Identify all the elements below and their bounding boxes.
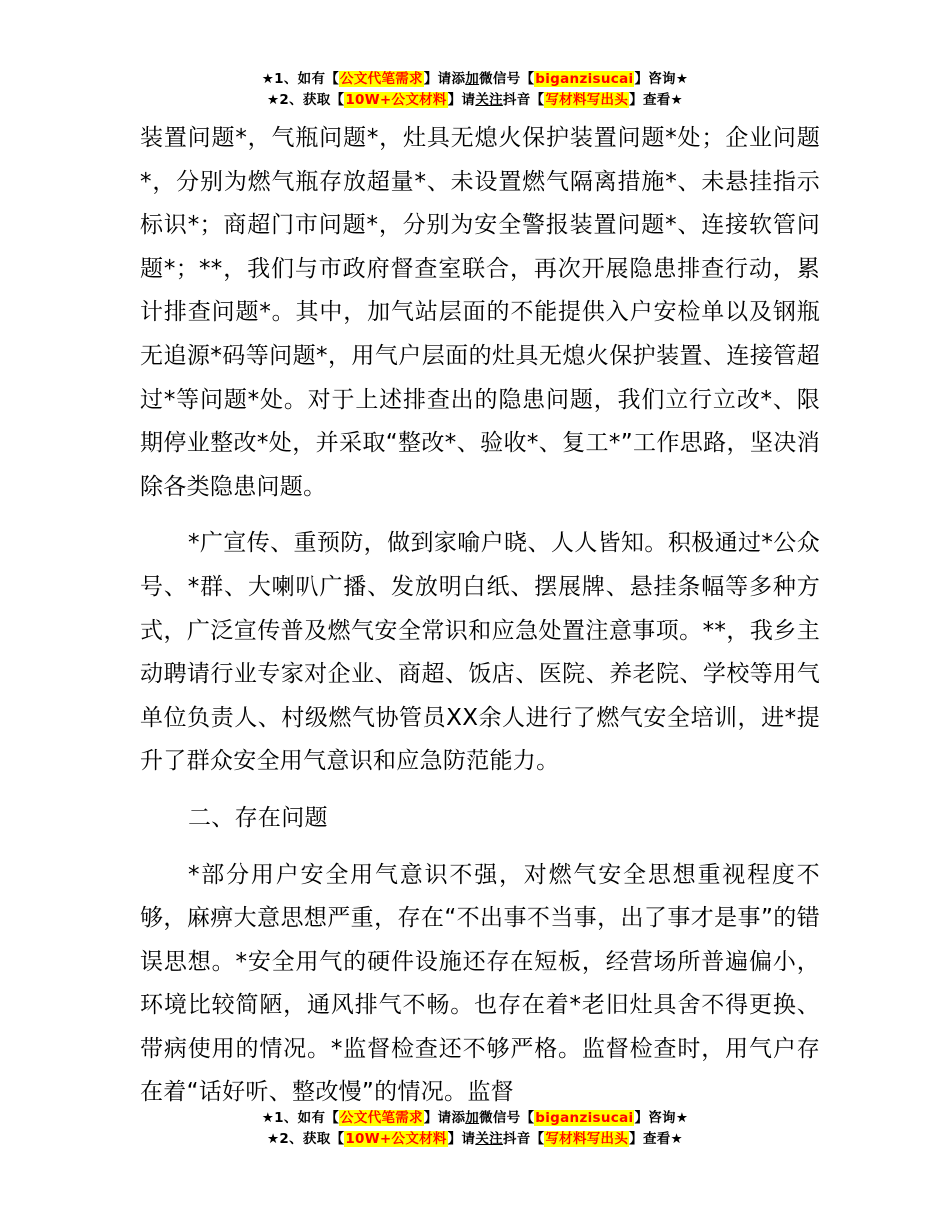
banner-text: 】请 [447, 1131, 476, 1147]
paragraph: *广宣传、重预防，做到家喻户晓、人人皆知。积极通过*公众号、*群、大喇叭广播、发放明白纸、摆展牌、悬挂条幅等多种方式，广泛宣传普及燃气安全常识和应急处置注意事项。**，我乡主动聘请行业专家对企业、商超、饭店、医院、养老院、学校等用气单位负责人、村级燃气协管员XX余人进行了燃气安全培训，进*提升了群众安全用气意识和应急防范能力。 [140, 530, 820, 775]
banner-highlight: 写材料写出头 [545, 92, 629, 108]
banner-highlight: 公文代笔需求 [340, 71, 423, 87]
banner-text: 】请 [447, 92, 476, 108]
banner-text: 关注 [475, 92, 503, 108]
banner-text: ★2、获取【 [267, 92, 345, 108]
banner-highlight: 写材料写出头 [545, 1131, 629, 1147]
banner-text: 关注 [475, 1131, 503, 1147]
banner-highlight: 公文代笔需求 [340, 1110, 423, 1126]
banner-line-1 [0, 69, 950, 90]
banner-text: 抖音【 [502, 92, 545, 108]
banner-text: 】咨询★ [634, 71, 689, 87]
section-heading: 二、存在问题 [188, 804, 328, 831]
paragraph: 装置问题*，气瓶问题*，灶具无熄火保护装置问题*处；企业问题*，分别为燃气瓶存放超量*、未设置燃气隔离措施*、未悬挂指示标识*；商超门市问题*，分别为安全警报装置问题*、连接软管问题*；**，我们与市政府督查室联合，再次开展隐患排查行动，累计排查问题*。其中，加气站层面的不能提供入户安检单以及钢瓶无追源*码等问题*，用气户层面的灶具无熄火保护装置、连接管超过*等问题*处。对于上述排查出的隐患问题，我们立行立改*、限期停业整改*处，并采取“整改*、验收*、复工*”工作思路，坚决消除各类隐患问题。 [140, 125, 820, 500]
banner-text: 】咨询★ [634, 1110, 689, 1126]
banner-text: 微信号【 [479, 1110, 535, 1126]
banner-text: ★2、获取【 [267, 1131, 345, 1147]
banner-highlight: biganzisucai [535, 1110, 634, 1126]
banner-text: 】请添 [423, 71, 466, 87]
banner-line-1 [0, 1108, 950, 1129]
banner-text: ★1、如有【 [261, 71, 340, 87]
banner-line-2 [0, 1129, 950, 1150]
banner-text: 】查看★ [629, 92, 683, 108]
banner-text: ★1、如有【 [261, 1110, 340, 1126]
banner-text: 】请添 [423, 1110, 466, 1126]
banner-text: 加 [465, 1110, 480, 1126]
banner-text: 抖音【 [502, 1131, 545, 1147]
banner-text: 加 [465, 71, 480, 87]
paragraph: *部分用户安全用气意识不强，对燃气安全思想重视程度不够，麻痹大意思想严重，存在“不出事不当事，出了事才是事”的错误思想。*安全用气的硬件设施还存在短板，经营场所普遍偏小，环境比较简陋，通风排气不畅。也存在着*老旧灶具舍不得更换、带病使用的情况。*监督检查还不够严格。监督检查时，用气户存在着“话好听、整改慢”的情况。监督 [140, 861, 820, 1106]
document-body [140, 117, 820, 1128]
banner-line-2 [0, 90, 950, 111]
banner-highlight: 10W+公文材料 [345, 92, 447, 108]
banner-text: 微信号【 [479, 71, 535, 87]
banner-highlight: 10W+公文材料 [345, 1131, 447, 1147]
banner-highlight: biganzisucai [535, 71, 634, 87]
header-banner [0, 69, 950, 111]
footer-banner [0, 1108, 950, 1150]
banner-text: 】查看★ [629, 1131, 683, 1147]
